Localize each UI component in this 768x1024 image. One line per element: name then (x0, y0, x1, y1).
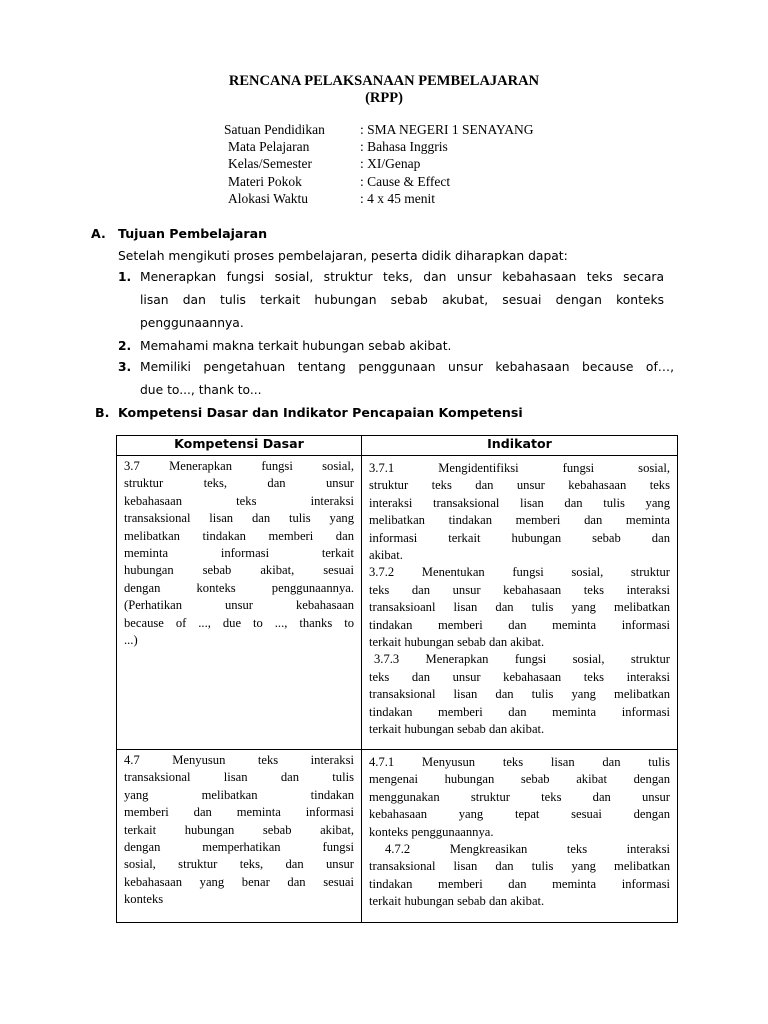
list-item-line: Memahami makna terkait hubungan sebab akibat. (140, 339, 452, 353)
indikator-line: transaksional lisan dan tulis yang melibatkan (369, 859, 670, 874)
indikator-cell (362, 750, 678, 923)
section-title: Kompetensi Dasar dan Indikator Pencapaian Kompetensi (118, 405, 523, 420)
kd-cell (117, 456, 362, 750)
kd-line: sosial, struktur teks, dan unsur (124, 857, 354, 872)
indikator-line: menggunakan struktur teks dan unsur (369, 789, 670, 804)
identity-value: : SMA NEGERI 1 SENAYANG (360, 122, 534, 137)
kd-line: transaksional lisan dan tulis (124, 770, 354, 785)
table-row (117, 750, 678, 923)
identity-value: : XI/Genap (360, 156, 421, 171)
document-title: RENCANA PELAKSANAAN PEMBELAJARAN (228, 73, 540, 89)
indikator-cell (362, 456, 678, 750)
identity-value: : Bahasa Inggris (360, 139, 448, 154)
indikator-line: transaksioanl lisan dan tulis yang melibatkan (369, 600, 670, 615)
indikator-line: tindakan memberi dan meminta informasi (369, 876, 670, 891)
section-letter: A. (91, 226, 106, 241)
list-item-line: penggunaannya. (140, 316, 244, 330)
indikator-line: terkait hubungan sebab dan akibat. (369, 894, 545, 909)
kd-line: yang melibatkan tindakan (124, 787, 354, 802)
kd-line: meminta informasi terkait (124, 546, 354, 561)
kd-line: because of ..., due to ..., thanks to (124, 615, 354, 630)
indikator-line: struktur teks dan unsur kebahasaan teks (369, 478, 670, 493)
section-a-intro: Setelah mengikuti proses pembelajaran, peserta didik diharapkan dapat: (118, 249, 568, 263)
identity-label: Satuan Pendidikan (224, 122, 325, 137)
list-number: 1. (118, 270, 132, 284)
indikator-line: teks dan unsur kebahasaan teks interaksi (369, 582, 670, 597)
indikator-line: kebahasaan yang tepat sesuai dengan (369, 807, 670, 822)
indikator-line: informasi terkait hubungan sebab dan (369, 530, 670, 545)
kd-line: hubungan sebab akibat, sesuai (124, 563, 354, 578)
section-letter: B. (95, 405, 110, 420)
indikator-line: terkait hubungan sebab dan akibat. (369, 722, 545, 737)
list-number: 2. (118, 339, 132, 353)
indikator-line: 3.7.3 Menerapkan fungsi sosial, struktur (374, 652, 670, 667)
identity-value: : 4 x 45 menit (360, 191, 435, 206)
indikator-line: transaksional lisan dan tulis yang melibatkan (369, 687, 670, 702)
indikator-line: interaksi transaksional lisan dan tulis yang (369, 495, 670, 510)
indikator-line: konteks penggunaannya. (369, 824, 494, 839)
kd-line: transaksional lisan dan tulis yang (124, 511, 354, 526)
identity-label: Mata Pelajaran (228, 139, 310, 154)
indikator-line: 4.7.1 Menyusun teks lisan dan tulis (369, 755, 670, 769)
section-title: Tujuan Pembelajaran (118, 226, 268, 241)
kd-line: struktur teks, dan unsur (124, 476, 354, 491)
indikator-line: akibat. (369, 548, 403, 563)
indikator-line: mengenai hubungan sebab akibat dengan (369, 772, 670, 787)
kd-line: 3.7 Menerapkan fungsi sosial, (124, 459, 354, 473)
list-number: 3. (118, 360, 132, 374)
list-item-line: lisan dan tulis terkait hubungan sebab akubat, sesuai dengan konteks (140, 293, 664, 307)
indikator-line: teks dan unsur kebahasaan teks interaksi (369, 669, 670, 684)
column-header-indikator: Indikator (362, 436, 678, 456)
kd-line: kebahasaan yang benar dan sesuai (124, 874, 354, 889)
kd-line: melibatkan tindakan memberi dan (124, 528, 354, 543)
indikator-line: tindakan memberi dan meminta informasi (369, 704, 670, 719)
kd-line: konteks (124, 892, 164, 907)
kd-line: ...) (124, 633, 138, 648)
indikator-line: 4.7.2 Mengkreasikan teks interaksi (385, 842, 670, 857)
indikator-line: 3.7.2 Menentukan fungsi sosial, struktur (369, 565, 670, 580)
table-header-row (117, 436, 678, 456)
document-subtitle: (RPP) (365, 90, 403, 106)
identity-value: : Cause & Effect (360, 174, 451, 189)
kd-line: dengan konteks penggunaannya. (124, 580, 354, 595)
list-item-line: due to..., thank to... (140, 383, 262, 397)
kd-line: 4.7 Menyusun teks interaksi (124, 753, 354, 767)
column-header-kd: Kompetensi Dasar (117, 436, 362, 456)
kd-line: dengan memperhatikan fungsi (124, 840, 354, 855)
indikator-line: terkait hubungan sebab dan akibat. (369, 635, 545, 650)
kd-line: (Perhatikan unsur kebahasaan (124, 598, 354, 613)
list-item-line: Memiliki pengetahuan tentang penggunaan unsur kebahasaan because of…, (140, 360, 674, 374)
kd-line: memberi dan meminta informasi (124, 805, 354, 820)
competency-table (116, 435, 678, 923)
identity-label: Kelas/Semester (228, 156, 312, 171)
indikator-line: 3.7.1 Mengidentifiksi fungsi sosial, (369, 461, 670, 475)
indikator-line: tindakan memberi dan meminta informasi (369, 617, 670, 632)
identity-label: Alokasi Waktu (228, 191, 309, 206)
kd-line: kebahasaan teks interaksi (124, 493, 354, 508)
indikator-line: melibatkan tindakan memberi dan meminta (369, 513, 670, 528)
identity-label: Materi Pokok (228, 174, 302, 189)
kd-line: terkait hubungan sebab akibat, (124, 822, 354, 837)
table-row (117, 456, 678, 750)
list-item-line: Menerapkan fungsi sosial, struktur teks, dan unsur kebahasaan teks secara (140, 270, 664, 284)
kd-cell (117, 750, 362, 923)
